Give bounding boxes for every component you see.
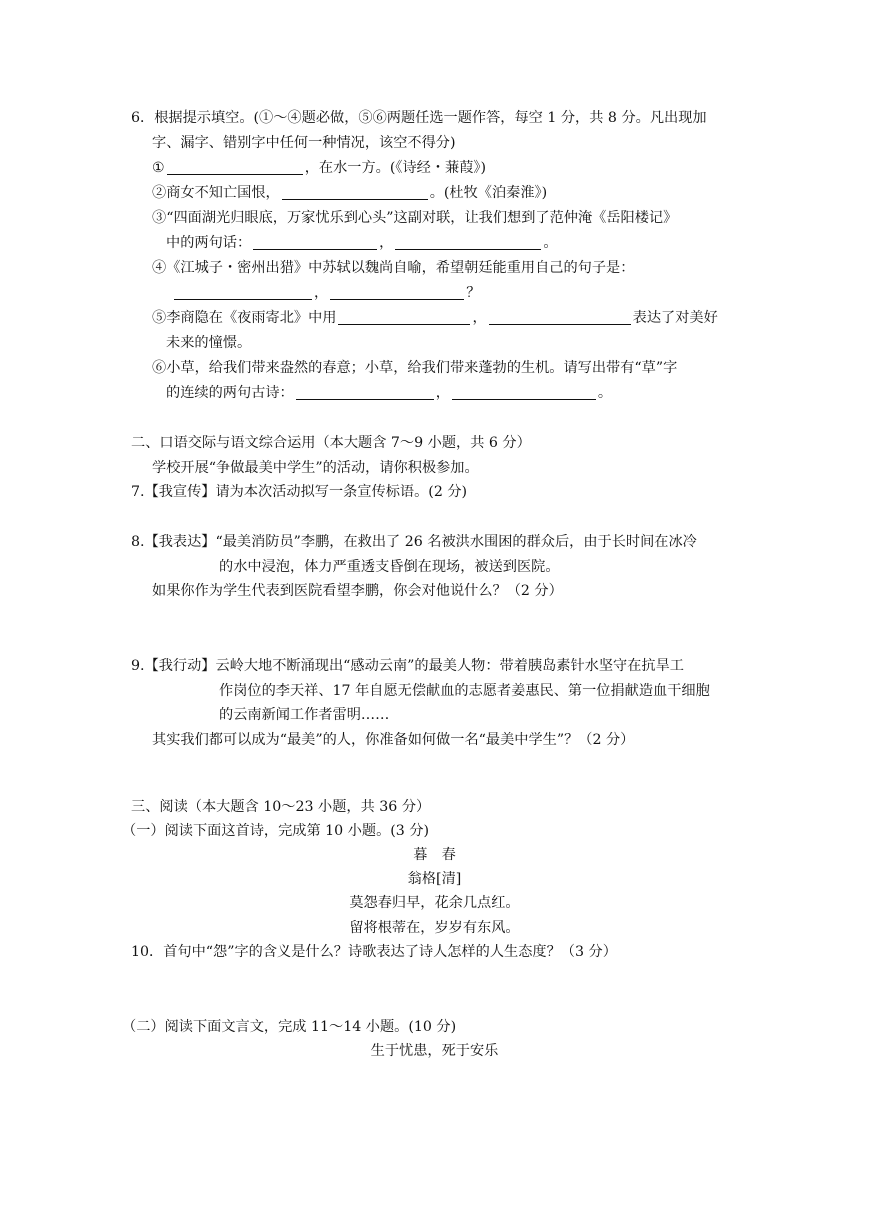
q6-item5-suffix: 表达了对美好 [632, 310, 718, 326]
q6-item2-suffix: 。(杜牧《泊秦淮》) [429, 185, 548, 201]
q6-item6-mid: ， [435, 385, 450, 401]
q6-item6-suffix: 。 [597, 385, 613, 401]
q6-item6-line2 [166, 383, 612, 403]
q8-line2: 的水中浸泡，体力严重透支昏倒在现场，被送到医院。 [219, 559, 560, 575]
q10-text: 10．首句中“怨”字的含义是什么？诗歌表达了诗人怎样的人生态度？（3 分） [131, 944, 617, 960]
answer-blank[interactable] [452, 383, 596, 400]
q6-item1-prefix: ① [152, 160, 165, 176]
part3-sub2: （二）阅读下面文言文，完成 11～14 小题。(10 分) [122, 1019, 457, 1035]
q6-item3-mid: ， [379, 235, 394, 251]
q6-intro-line1: 6．根据提示填空。(①～④题必做，⑤⑥两题任选一题作答，每空 1 分，共 8 分。凡出现加 [131, 110, 707, 126]
q6-item5-mid: ， [472, 310, 487, 326]
q6-item5-line2: 未来的憧憬。 [166, 335, 252, 351]
q6-item4-line1: ④《江城子・密州出猎》中苏轼以魏尚自喻，希望朝廷能重用自己的句子是： [152, 260, 635, 276]
q6-item1 [152, 158, 486, 178]
q9-line2: 作岗位的李天祥、17 年自愿无偿献血的志愿者姜惠民、第一位捐献造血干细胞 [219, 683, 710, 699]
answer-blank[interactable] [296, 383, 434, 400]
poem-author: 翁格[清] [407, 871, 462, 887]
part2-heading: 二、口语交际与语文综合运用（本大题含 7～9 小题，共 6 分） [131, 435, 531, 451]
answer-blank[interactable] [174, 283, 312, 300]
q8-line1: 8.【我表达】“最美消防员”李鹏，在救出了 26 名被洪水围困的群众后，由于长时间在冰冷 [131, 534, 697, 550]
answer-blank[interactable] [395, 233, 541, 250]
q6-item3-line1: ③“四面湖光归眼底，万家忧乐到心头”这副对联，让我们想到了范仲淹《岳阳楼记》 [152, 210, 678, 226]
q6-item2 [152, 183, 547, 203]
q6-item1-suffix: ，在水一方。(《诗经・蒹葭》) [304, 160, 487, 176]
q6-item6-line1: ⑥小草，给我们带来盎然的春意；小草，给我们带来蓬勃的生机。请写出带有“草”字 [152, 360, 678, 376]
answer-blank[interactable] [282, 183, 428, 200]
answer-blank[interactable] [489, 308, 631, 325]
answer-blank[interactable] [167, 158, 303, 175]
q6-item6-prefix: 的连续的两句古诗： [166, 385, 294, 401]
poem-line2: 留将根蒂在，岁岁有东风。 [349, 920, 520, 936]
q6-item4-suffix: ？ [466, 285, 481, 301]
answer-blank[interactable] [338, 308, 470, 325]
answer-blank[interactable] [330, 283, 464, 300]
q6-item3-line2 [166, 233, 558, 253]
poem-title: 暮 春 [413, 847, 456, 863]
q9-line3: 的云南新闻工作者雷明…… [219, 707, 390, 723]
q6-item3-prefix: 中的两句话： [166, 235, 252, 251]
q9-line1: 9.【我行动】云岭大地不断涌现出“感动云南”的最美人物：带着胰岛素针水坚守在抗旱工 [131, 658, 684, 674]
poem-line1: 莫怨春归早，花余几点红。 [349, 895, 520, 911]
answer-blank[interactable] [253, 233, 377, 250]
q6-item5-line1 [152, 308, 718, 328]
part3-sub1: （一）阅读下面这首诗，完成第 10 小题。(3 分) [122, 823, 430, 839]
q6-item5-prefix: ⑤李商隐在《夜雨寄北》中用 [152, 310, 337, 326]
q9-line4: 其实我们都可以成为“最美”的人，你准备如何做一名“最美中学生”？（2 分） [152, 732, 635, 748]
part2-intro: 学校开展“争做最美中学生”的活动，请你积极参加。 [152, 460, 479, 476]
q6-item3-suffix: 。 [543, 235, 558, 251]
q6-item2-prefix: ②商女不知亡国恨， [152, 185, 280, 201]
q7-text: 7.【我宣传】请为本次活动拟写一条宣传标语。(2 分) [131, 484, 468, 500]
essay-title: 生于忧患，死于安乐 [370, 1043, 499, 1059]
q6-item4-line2 [172, 283, 480, 303]
q8-line3: 如果你作为学生代表到医院看望李鹏，你会对他说什么？（2 分） [152, 583, 563, 599]
part3-heading: 三、阅读（本大题含 10～23 小题，共 36 分） [131, 799, 431, 815]
q6-intro-line2: 字、漏字、错别字中任何一种情况，该空不得分) [152, 135, 456, 151]
q6-item4-mid: ， [314, 285, 329, 301]
